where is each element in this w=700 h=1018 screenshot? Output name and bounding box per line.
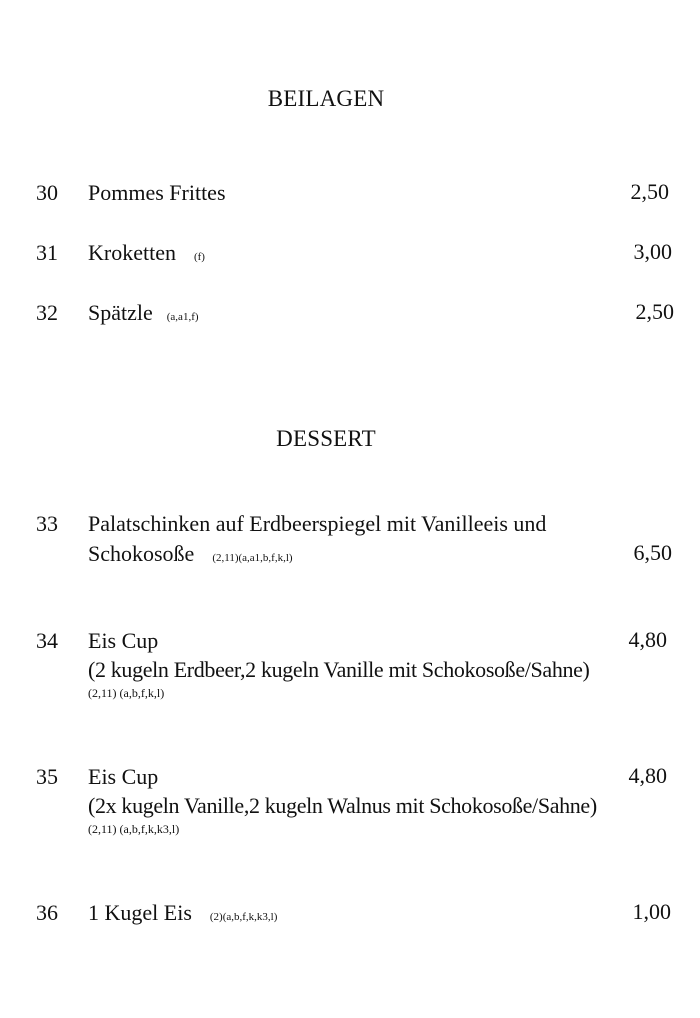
item-name-continued: Schokosoße (2,11)(a,a1,b,f,k,l): [88, 541, 293, 566]
item-number: 36: [36, 900, 58, 925]
item-price: 4,80: [628, 627, 667, 652]
item-number: 30: [36, 180, 58, 205]
item-allergens: (2,11)(a,a1,b,f,k,l): [212, 552, 293, 564]
item-price: 4,80: [628, 763, 667, 788]
item-price: 6,50: [633, 540, 672, 565]
item-allergens: (2,11) (a,b,f,k,k3,l): [88, 822, 180, 836]
item-number: 34: [36, 628, 58, 653]
item-name: 1 Kugel Eis (2)(a,b,f,k,k3,l): [88, 900, 278, 925]
item-price: 2,50: [635, 299, 674, 324]
item-description: (2 kugeln Erdbeer,2 kugeln Vanille mit Schokosoße/Sahne): [88, 657, 590, 682]
item-price: 1,00: [632, 899, 671, 924]
item-allergens: (a,a1,f): [166, 311, 199, 323]
item-name: Palatschinken auf Erdbeerspiegel mit Vanilleeis und: [88, 511, 547, 536]
section-title-dessert: DESSERT: [276, 426, 376, 451]
item-name: Eis Cup: [88, 764, 159, 789]
item-number: 33: [36, 511, 58, 536]
item-allergens: (2)(a,b,f,k,k3,l): [209, 911, 278, 923]
item-number: 32: [36, 300, 58, 325]
item-name: Pommes Frittes: [88, 180, 226, 205]
item-allergens: (f): [193, 251, 205, 263]
item-price: 2,50: [630, 179, 669, 204]
section-title-beilagen: BEILAGEN: [267, 86, 385, 111]
item-allergens: (2,11) (a,b,f,k,l): [88, 686, 165, 700]
item-description: (2x kugeln Vanille,2 kugeln Walnus mit Schokosoße/Sahne): [88, 793, 597, 818]
item-name: Eis Cup: [88, 628, 159, 653]
item-name: Kroketten (f): [88, 240, 205, 265]
item-number: 35: [36, 764, 58, 789]
item-number: 31: [36, 240, 58, 265]
item-name: Spätzle (a,a1,f): [88, 300, 199, 325]
item-price: 3,00: [633, 239, 672, 264]
